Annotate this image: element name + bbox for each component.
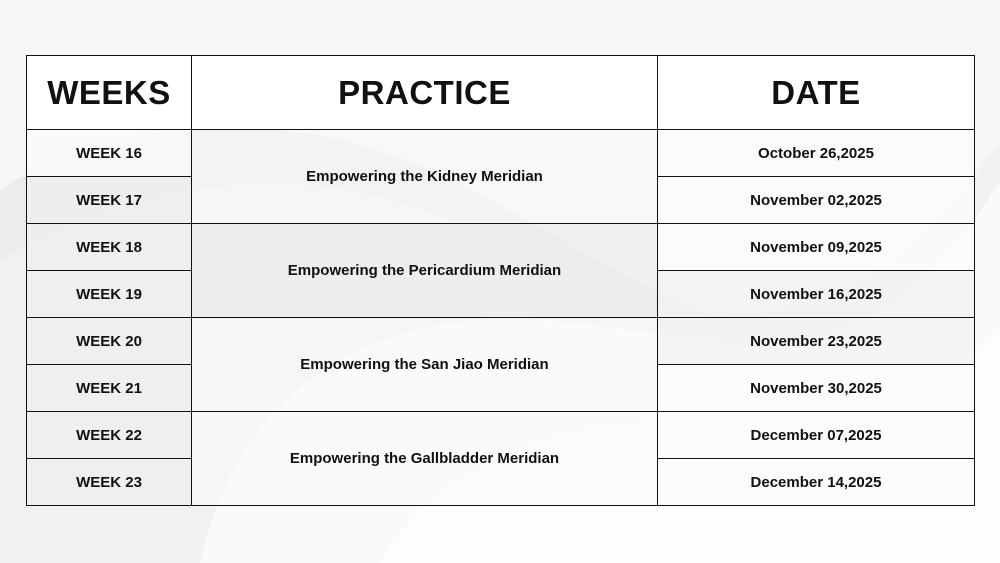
week-cell: WEEK 16 [27, 130, 192, 177]
schedule-table-container [26, 55, 975, 506]
date-cell: November 02,2025 [658, 177, 975, 224]
practice-cell: Empowering the San Jiao Meridian [192, 318, 658, 412]
week-cell: WEEK 19 [27, 271, 192, 318]
date-cell: November 23,2025 [658, 318, 975, 365]
table-row [27, 224, 975, 271]
practice-cell: Empowering the Pericardium Meridian [192, 224, 658, 318]
header-row [27, 56, 975, 130]
table-row [27, 412, 975, 459]
schedule-table [26, 55, 975, 506]
week-cell: WEEK 20 [27, 318, 192, 365]
header-date: DATE [658, 56, 975, 130]
date-cell: November 30,2025 [658, 365, 975, 412]
practice-cell: Empowering the Kidney Meridian [192, 130, 658, 224]
table-row [27, 318, 975, 365]
date-cell: November 16,2025 [658, 271, 975, 318]
practice-cell: Empowering the Gallbladder Meridian [192, 412, 658, 506]
date-cell: November 09,2025 [658, 224, 975, 271]
table-row [27, 130, 975, 177]
week-cell: WEEK 22 [27, 412, 192, 459]
header-practice: PRACTICE [192, 56, 658, 130]
week-cell: WEEK 17 [27, 177, 192, 224]
date-cell: December 07,2025 [658, 412, 975, 459]
week-cell: WEEK 23 [27, 459, 192, 506]
date-cell: December 14,2025 [658, 459, 975, 506]
week-cell: WEEK 18 [27, 224, 192, 271]
week-cell: WEEK 21 [27, 365, 192, 412]
date-cell: October 26,2025 [658, 130, 975, 177]
header-weeks: WEEKS [27, 56, 192, 130]
